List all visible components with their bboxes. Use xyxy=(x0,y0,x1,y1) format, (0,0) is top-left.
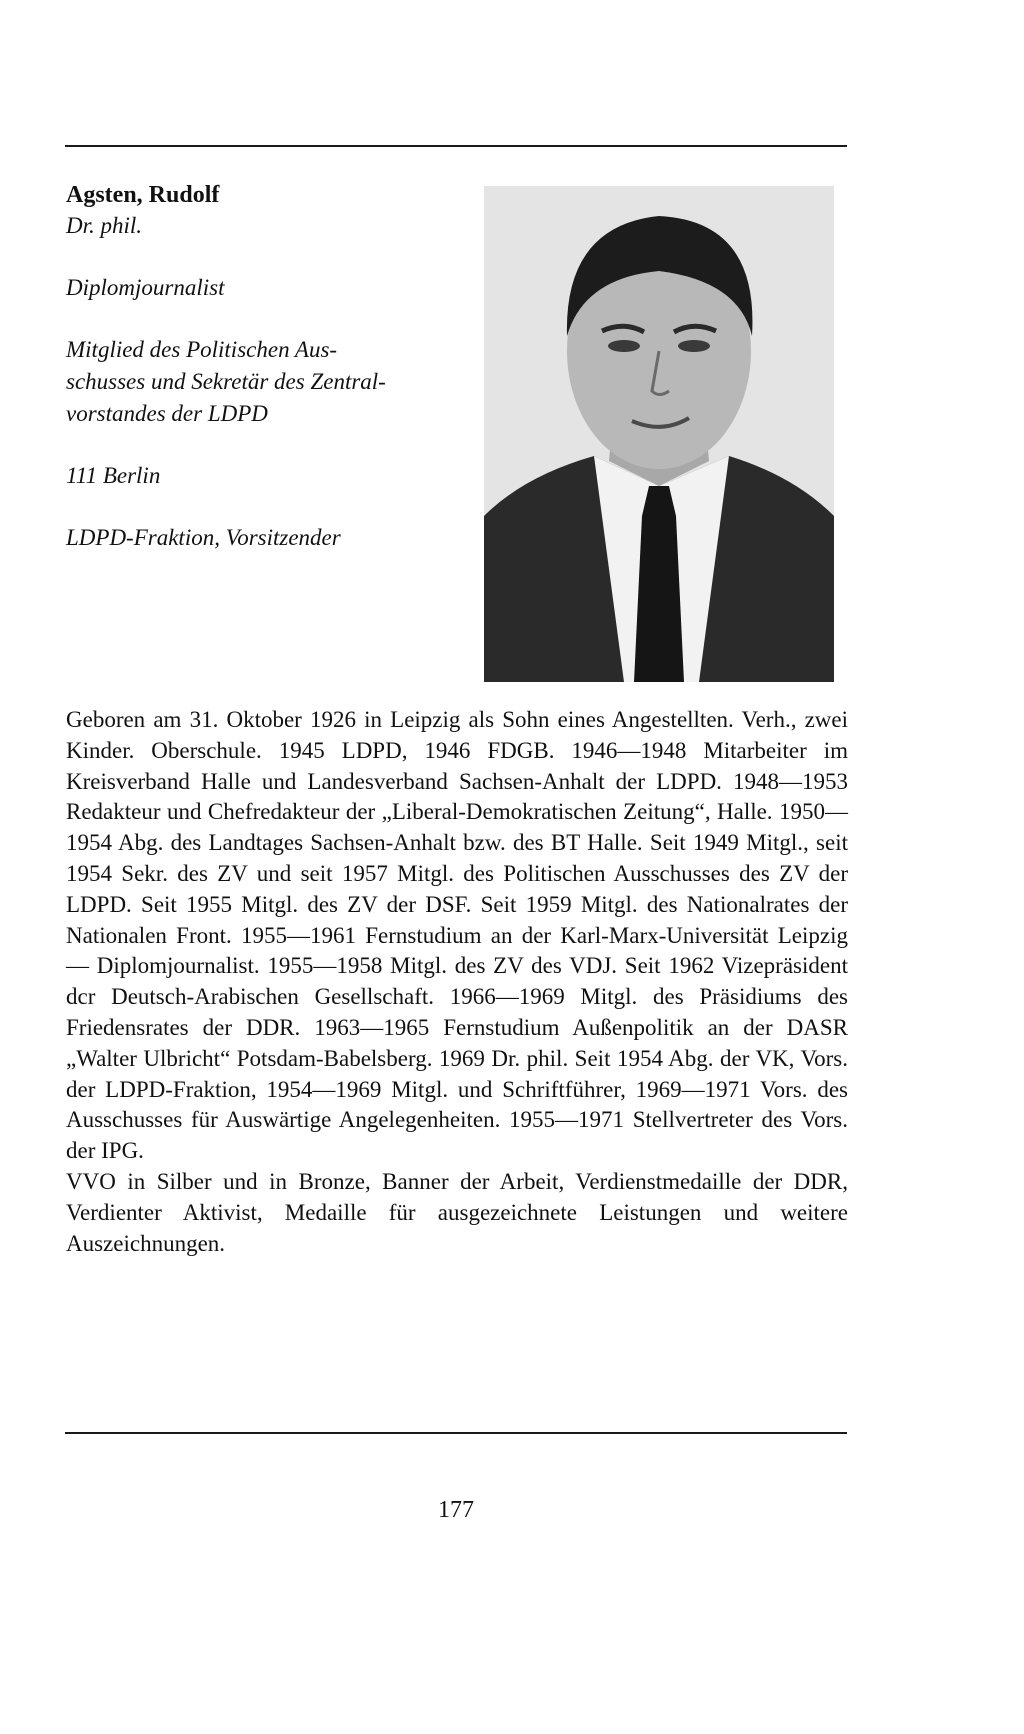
portrait-photo-icon xyxy=(484,186,834,682)
portrait-photo xyxy=(484,186,834,682)
function-line: schusses und Sekretär des Zentral- xyxy=(66,369,386,394)
page-number: 177 xyxy=(438,1497,474,1523)
biography xyxy=(66,705,848,1259)
academic-title: Dr. phil. xyxy=(66,213,143,238)
function-line: vorstandes der LDPD xyxy=(66,401,268,426)
biography-paragraph: Geboren am 31. Oktober 1926 in Leipzig als Sohn eines Angestellten. Verh., zwei Kinder. Oberschule. 1945 LDPD, 1946 FDGB. 1946—1948 Mitarbeiter im Kreisverband Halle und Landesverband Sachsen-Anhalt der LDPD. 1948—1953 Redakteur und Chefredakteur der „Liberal-Demokratischen Zeitung“, Halle. 1950—1954 Abg. des Landtages Sachsen-Anhalt bzw. des BT Halle. Seit 1949 Mitgl., seit 1954 Sekr. des ZV und seit 1957 Mitgl. des Politischen Ausschusses des ZV der LDPD. Seit 1955 Mitgl. des ZV der DSF. Seit 1959 Mitgl. des Nationalrates der Nationalen Front. 1955—1961 Fernstudium an der Karl-Marx-Universität Leipzig — Diplomjournalist. 1955—1958 Mitgl. des ZV des VDJ. Seit 1962 Vizepräsident dcr Deutsch-Arabischen Gesellschaft. 1966—1969 Mitgl. des Präsidiums des Friedensrates der DDR. 1963—1965 Fernstudium Außenpolitik an der DASR „Walter Ulbricht“ Potsdam-Babelsberg. 1969 Dr. phil. Seit 1954 Abg. der VK, Vors. der LDPD-Fraktion, 1954—1969 Mitgl. und Schriftführer, 1969—1971 Vors. des Ausschusses für Auswärtige Angelegenheiten. 1955—1971 Stellvertreter des Vors. der IPG. xyxy=(66,707,848,1164)
entry-header xyxy=(66,180,466,554)
function-block xyxy=(66,334,466,430)
function-line: Mitglied des Politischen Aus- xyxy=(66,337,338,362)
person-name: Agsten, Rudolf xyxy=(66,182,220,208)
location: 111 Berlin xyxy=(66,463,161,488)
top-rule xyxy=(65,145,847,147)
faction: LDPD-Fraktion, Vorsitzender xyxy=(66,525,341,550)
biography-paragraph: VVO in Silber und in Bronze, Banner der Arbeit, Verdienstmedaille der DDR, Verdienter Aktivist, Medaille für ausgezeichnete Leistungen und weitere Auszeichnungen. xyxy=(66,1168,848,1256)
profession: Diplomjournalist xyxy=(66,275,225,300)
bottom-rule xyxy=(65,1432,847,1434)
